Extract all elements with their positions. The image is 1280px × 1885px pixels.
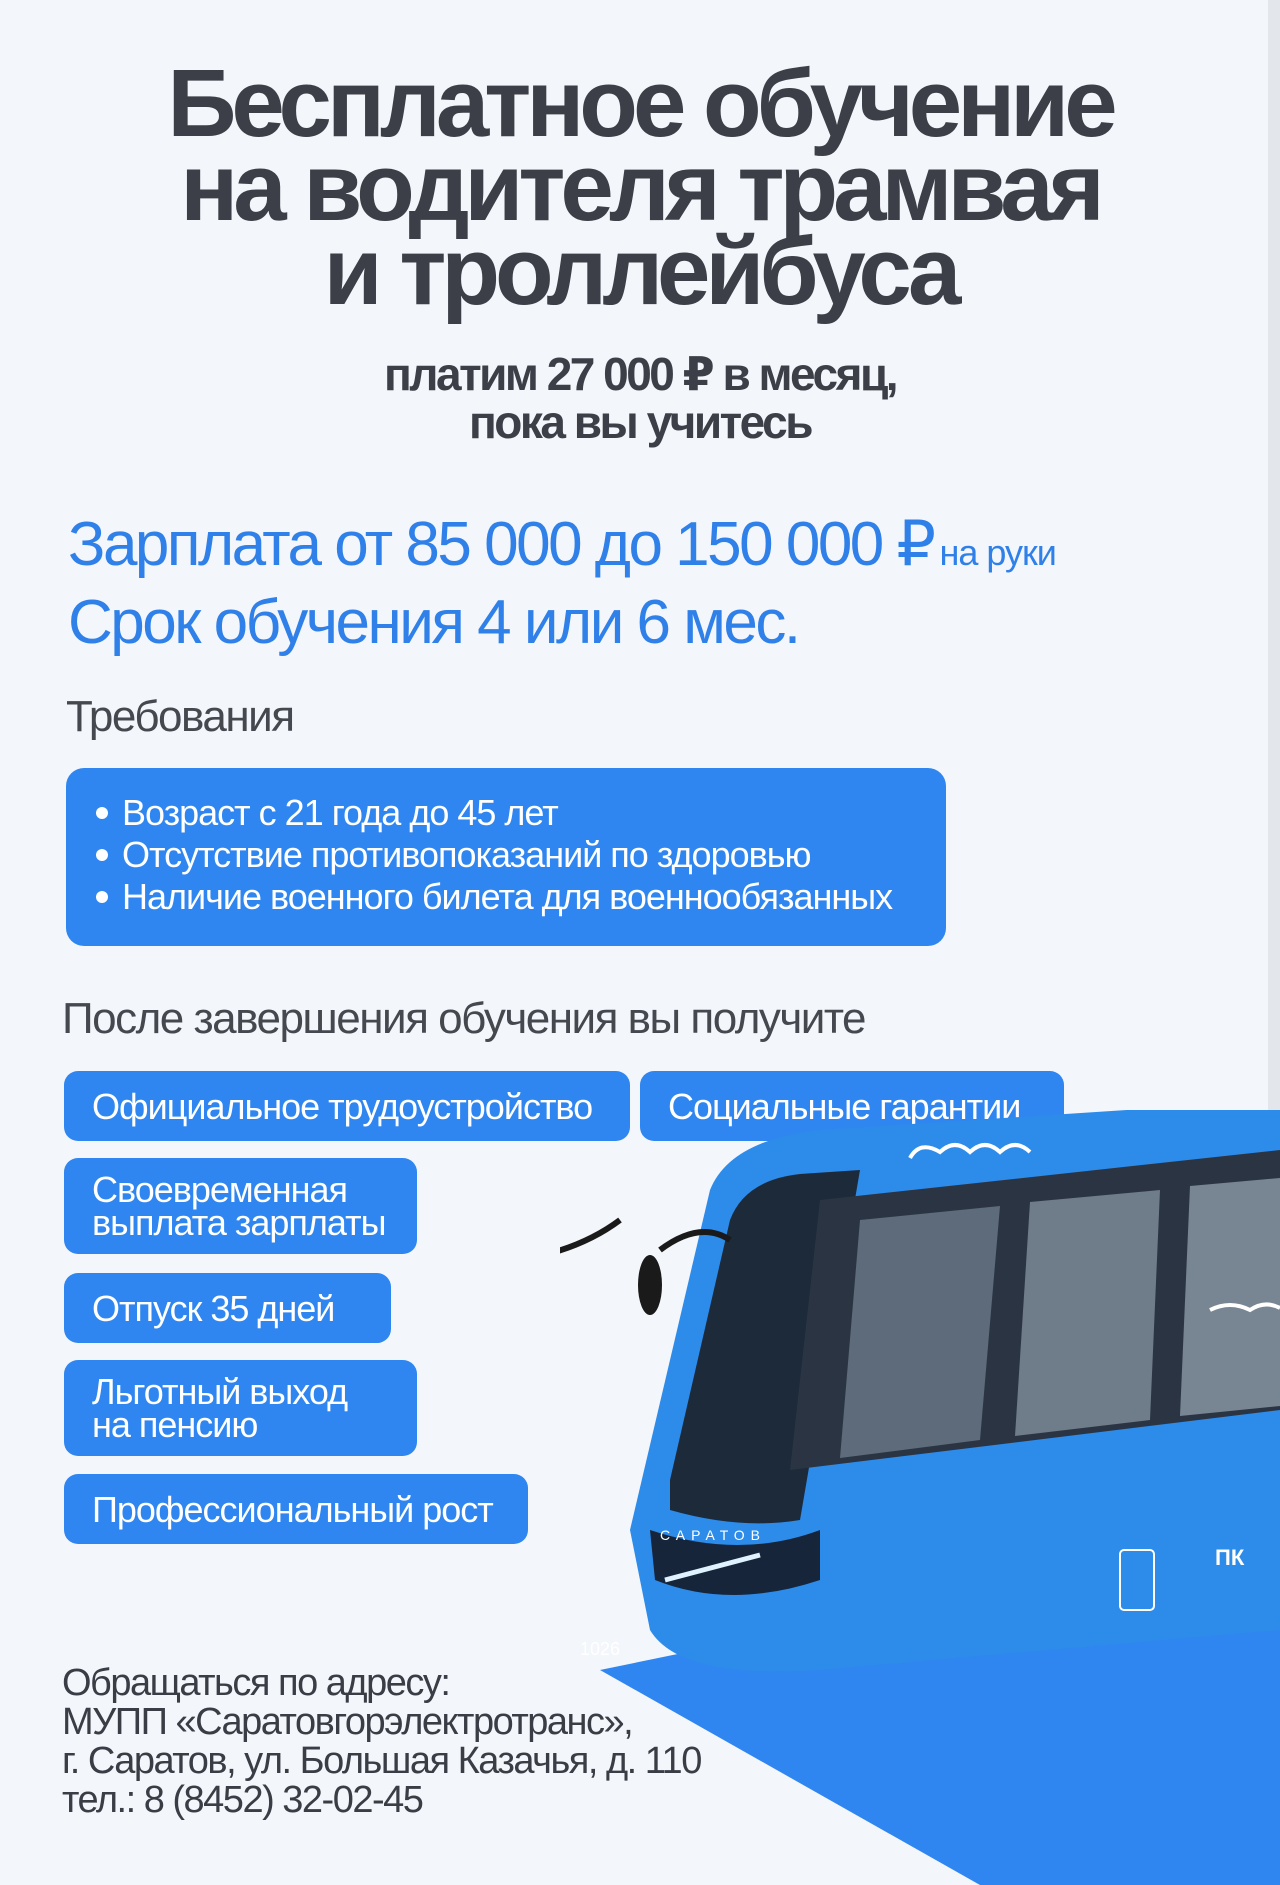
page-title	[0, 50, 1280, 325]
salary-block	[68, 510, 1056, 658]
window-pane	[1180, 1178, 1280, 1416]
benefit-chip-vacation: Отпуск 35 дней	[64, 1273, 391, 1343]
title-line-2: на водителя трамвая	[180, 134, 1100, 241]
subtitle-line-2: пока вы учитесь	[468, 396, 812, 448]
benefits-heading: После завершения обучения вы получите	[62, 994, 866, 1043]
benefit-chip-growth: Профессиональный рост	[64, 1474, 528, 1544]
mirror-right	[638, 1255, 662, 1315]
requirement-item: Возраст с 21 года до 45 лет	[96, 792, 946, 834]
requirements-heading: Требования	[66, 692, 294, 741]
tram-brand: ПК	[1215, 1545, 1245, 1570]
contact-org: МУПП «Саратовгорэлектротранс»,	[62, 1701, 633, 1743]
requirement-item: Наличие военного билета для военнообязанных	[96, 876, 946, 918]
contact-phone: тел.: 8 (8452) 32-02-45	[62, 1779, 423, 1821]
mirror-arm-left	[560, 1220, 620, 1260]
salary-suffix: на руки	[939, 532, 1056, 573]
stipend-subtitle	[0, 350, 1280, 446]
title-line-1: Бесплатное обучение	[167, 50, 1113, 157]
benefit-chip-pension: Льготный выход на пенсию	[64, 1360, 417, 1456]
requirement-item: Отсутствие противопоказаний по здоровью	[96, 834, 946, 876]
window-pane	[1015, 1190, 1160, 1436]
requirements-box	[66, 768, 946, 946]
salary-line	[68, 510, 1056, 588]
benefit-chip-salary: Своевременная выплата зарплаты	[64, 1158, 417, 1254]
tram-number: 1026	[580, 1639, 621, 1659]
title-line-3: и троллейбуса	[323, 218, 957, 325]
contact-label: Обращаться по адресу:	[62, 1662, 450, 1704]
contact-address: г. Саратов, ул. Большая Казачья, д. 110	[62, 1740, 701, 1782]
contact-block	[62, 1664, 701, 1820]
benefit-chip-social: Социальные гарантии	[640, 1071, 1064, 1141]
duration-line: Срок обучения 4 или 6 мес.	[68, 588, 799, 657]
salary-text: Зарплата от 85 000 до 150 000 ₽	[68, 510, 934, 579]
bullet-icon	[96, 849, 108, 861]
window-pane	[840, 1206, 1000, 1458]
benefit-chip-employment: Официальное трудоустройство	[64, 1071, 630, 1141]
subtitle-line-1: платим 27 000 ₽ в месяц,	[383, 348, 896, 400]
bullet-icon	[96, 807, 108, 819]
tram-destination: САРАТОВ	[660, 1527, 766, 1543]
bullet-icon	[96, 891, 108, 903]
